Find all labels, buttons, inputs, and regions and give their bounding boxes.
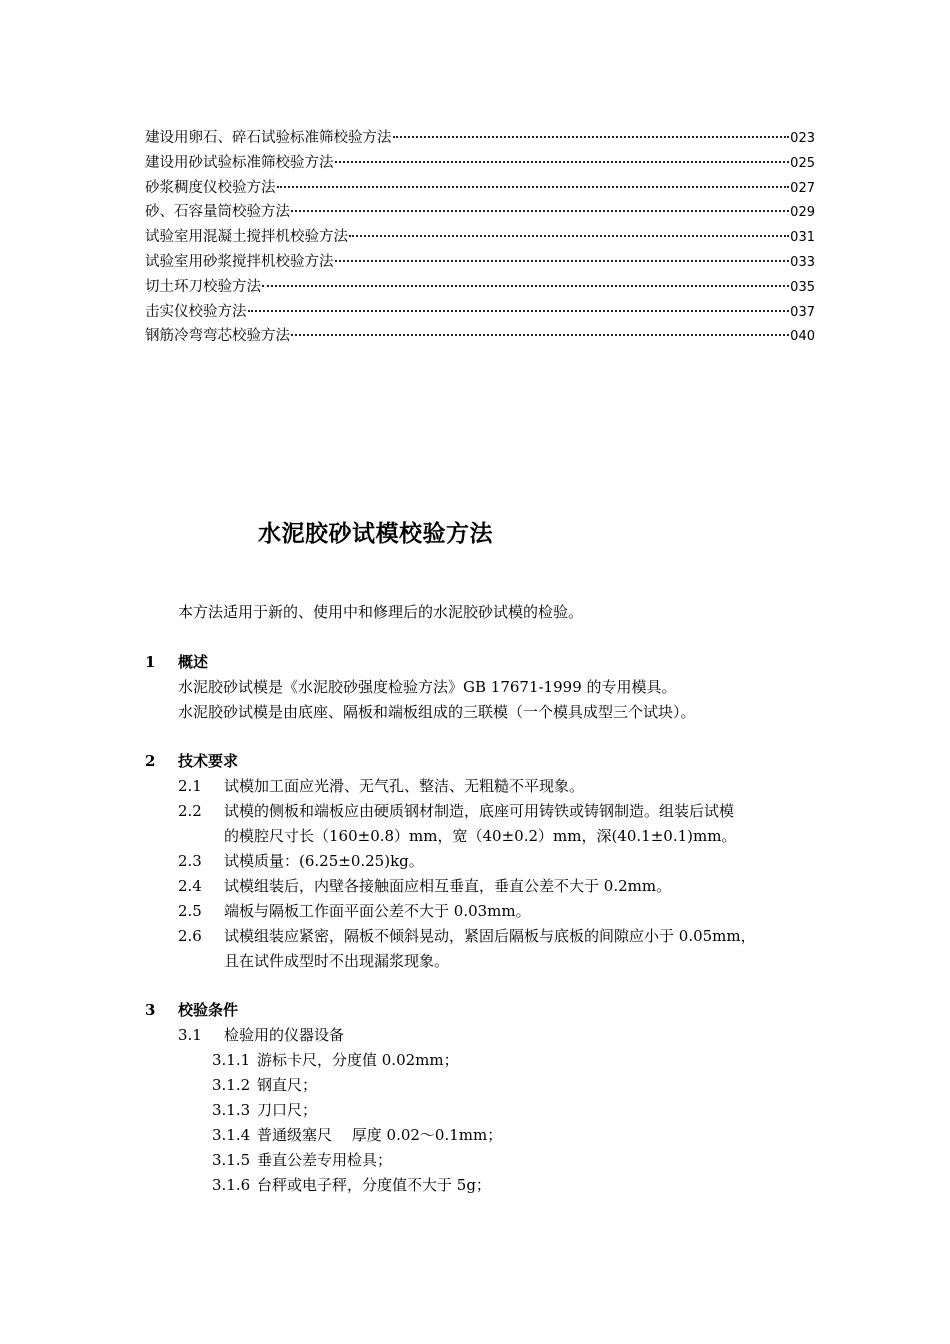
toc-entry-page: 031 [790,230,815,246]
section-number: 3 [145,1001,156,1019]
toc-entry-title: 建设用卵石、碎石试验标准筛校验方法 [145,130,392,146]
toc-entry-page: 033 [790,254,815,270]
toc-dot-leader [262,285,789,287]
item-text: 试模质量：(6.25±0.25)kg。 [224,852,424,870]
toc-entry-title: 试验室用混凝土搅拌机校验方法 [145,229,348,246]
document-title: 水泥胶砂试模校验方法 [258,521,493,547]
subitem-text: 垂直公差专用检具； [257,1151,393,1169]
toc-entry-page: 037 [790,304,815,320]
toc-dot-leader [291,210,789,212]
toc-entry-page: 029 [790,205,815,221]
table-of-contents [145,126,815,349]
subitem-number: 3.1.5 [212,1151,251,1169]
toc-entry-title: 砂、石容量筒校验方法 [145,204,290,221]
item-text: 试模组装应紧密，隔板不倾斜晃动，紧固后隔板与底板的间隙应小于 0.05mm， [224,927,756,945]
subitem-number: 3.1.1 [212,1051,251,1069]
toc-entry-page: 025 [790,155,815,171]
subitem-text: 台秤或电子秤，分度值不大于 5g； [257,1176,491,1194]
item-number: 2.3 [178,852,202,870]
toc-entry[interactable] [145,176,815,201]
toc-entry-page: 040 [790,329,815,345]
toc-entry[interactable] [145,324,815,349]
item-number: 3.1 [178,1026,202,1044]
item-text: 端板与隔板工作面平面公差不大于 0.03mm。 [224,902,531,920]
toc-dot-leader [248,310,790,312]
section-heading: 概述 [178,653,209,671]
toc-entry-title: 建设用砂试验标准筛校验方法 [145,154,334,171]
intro-paragraph: 本方法适用于新的、使用中和修理后的水泥胶砂试模的检验。 [178,603,584,621]
section-heading: 技术要求 [178,752,239,770]
subitem-text: 钢直尺； [257,1076,318,1094]
toc-entry-title: 击实仪校验方法 [145,303,247,320]
item-text: 试模组装后，内壁各接触面应相互垂直，垂直公差不大于 0.2mm。 [224,877,672,895]
item-text-continued: 的模腔尺寸长（160±0.8）mm，宽（40±0.2）mm，深(40.1±0.1)mm。 [224,827,737,845]
subitem-text: 普通级塞尺 厚度 0.02～0.1mm； [257,1126,503,1144]
subitem-number: 3.1.6 [212,1176,251,1194]
item-number: 2.1 [178,777,202,795]
item-number: 2.2 [178,802,202,820]
toc-dot-leader [349,235,789,237]
item-text: 检验用的仪器设备 [224,1026,345,1044]
section-number: 2 [145,752,156,770]
item-text: 试模加工面应光滑、无气孔、整洁、无粗糙不平现象。 [224,777,585,795]
item-text: 试模的侧板和端板应由硬质钢材制造，底座可用铸铁或铸钢制造。组装后试模 [224,802,735,820]
section-number: 1 [145,653,156,671]
toc-dot-leader [393,136,790,138]
toc-entry-page: 035 [790,279,815,295]
toc-entry-title: 钢筋冷弯弯芯校验方法 [145,328,290,345]
toc-entry-page: 027 [790,180,815,196]
toc-entry-title: 切土环刀校验方法 [145,278,261,295]
toc-entry[interactable] [145,275,815,300]
item-number: 2.5 [178,902,202,920]
subitem-number: 3.1.3 [212,1101,251,1119]
toc-entry-title: 试验室用砂浆搅拌机校验方法 [145,253,334,270]
subitem-text: 刀口尺； [257,1101,318,1119]
toc-dot-leader [291,334,789,336]
toc-dot-leader [277,186,790,188]
toc-entry-page: 023 [790,131,815,146]
item-text-continued: 且在试件成型时不出现漏浆现象。 [224,952,450,970]
toc-dot-leader [335,161,790,163]
toc-entry[interactable] [145,200,815,225]
paragraph: 水泥胶砂试模是由底座、隔板和端板组成的三联模（一个模具成型三个试块）。 [178,703,696,721]
paragraph: 水泥胶砂试模是《水泥胶砂强度检验方法》GB 17671-1999 的专用模具。 [178,678,677,696]
subitem-number: 3.1.4 [212,1126,251,1144]
toc-dot-leader [335,260,790,262]
toc-entry[interactable] [145,225,815,250]
toc-entry-title: 砂浆稠度仪校验方法 [145,179,276,196]
toc-entry[interactable] [145,151,815,176]
subitem-text: 游标卡尺，分度值 0.02mm； [257,1051,459,1069]
item-number: 2.6 [178,927,202,945]
toc-entry[interactable] [145,300,815,325]
section-heading: 校验条件 [178,1001,239,1019]
subitem-number: 3.1.2 [212,1076,251,1094]
toc-entry[interactable] [145,126,815,151]
toc-entry[interactable] [145,250,815,275]
item-number: 2.4 [178,877,202,895]
